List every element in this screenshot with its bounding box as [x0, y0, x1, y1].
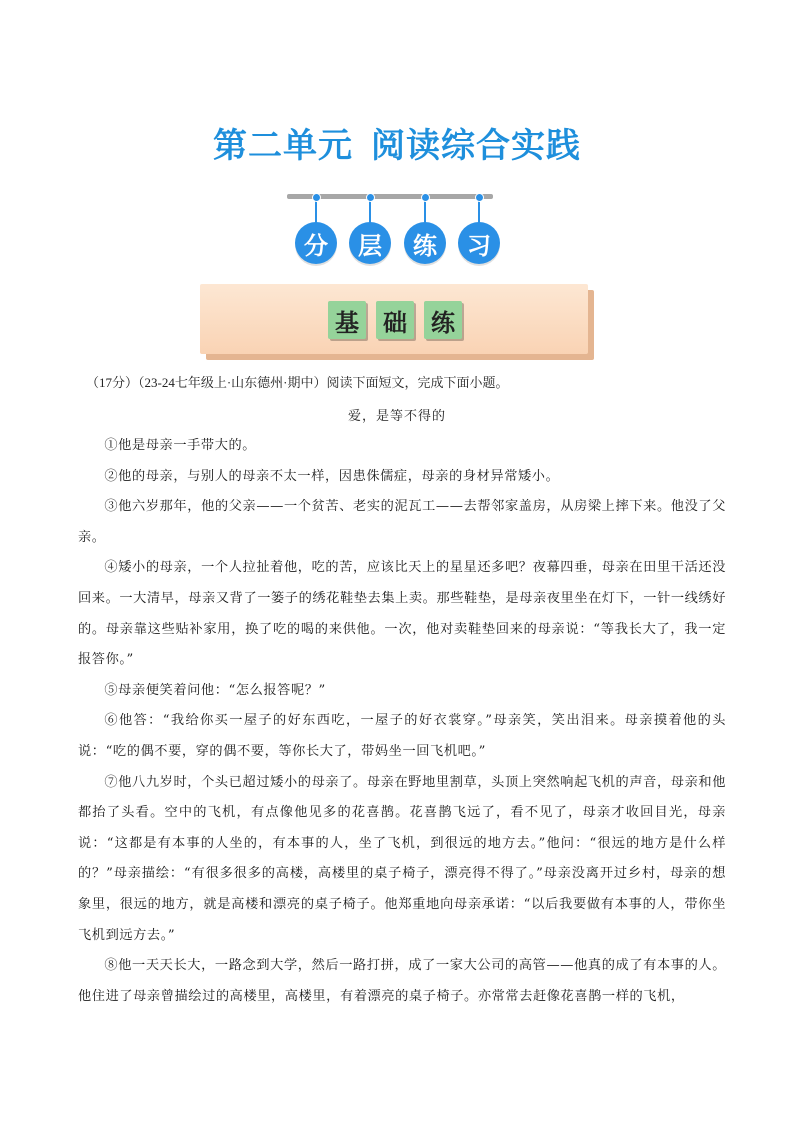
- tag-circle: 练: [404, 222, 446, 264]
- story-paragraph: ②他的母亲，与别人的母亲不太一样，因患侏儒症，母亲的身材异常矮小。: [104, 468, 560, 484]
- title-unit: 第二单元: [213, 126, 353, 166]
- title-topic: 阅读综合实践: [371, 126, 581, 166]
- story-paragraph: ⑧他一天天长大，一路念到大学，然后一路打拼，成了一家大公司的高管——他真的成了有本事的人。他住进了母亲曾描绘过的高楼里，高楼里，有着漂亮的桌子椅子。亦常常去赶像花喜鹊一样的飞机，: [78, 958, 726, 1004]
- tag-pin: [366, 193, 375, 202]
- question-intro: （17分）（23-24七年级上·山东德州·期中）阅读下面短文，完成下面小题。: [86, 375, 509, 390]
- section-banner: [200, 284, 594, 360]
- banner-tile: 基: [328, 301, 366, 339]
- page-title: [0, 118, 794, 167]
- story-title: 爱，是等不得的: [347, 409, 446, 424]
- story-paragraph: ⑥他答：“我给你买一屋子的好东西吃，一屋子的好衣裳穿。”母亲笑，笑出泪来。母亲摸着他的头说：“吃的偶不要，穿的偶不要，等你长大了，带妈坐一回飞机吧。”: [78, 713, 726, 759]
- tag-circle: 习: [458, 222, 500, 264]
- tag-pin: [475, 193, 484, 202]
- banner-tile: 练: [424, 301, 462, 339]
- tag-pin: [312, 193, 321, 202]
- tag-pin: [421, 193, 430, 202]
- story-body: [78, 431, 726, 1012]
- tag-circle: 层: [349, 222, 391, 264]
- story-paragraph: ⑤母亲便笑着问他：“怎么报答呢？”: [104, 682, 326, 698]
- banner-panel: [200, 284, 588, 354]
- banner-tile: 础: [376, 301, 414, 339]
- story-paragraph: ③他六岁那年，他的父亲——一个贫苦、老实的泥瓦工——去帮邻家盖房，从房梁上摔下来。他没了父亲。: [78, 499, 726, 545]
- story-paragraph: ④矮小的母亲，一个人拉扯着他，吃的苦，应该比天上的星星还多吧？夜幕四垂，母亲在田里干活还没回来。一大清早，母亲又背了一篓子的绣花鞋垫去集上卖。那些鞋垫，是母亲夜里坐在灯下，一针一线绣好的。母亲靠这些贴补家用，换了吃的喝的来供他。一次，他对卖鞋垫回来的母亲说：“等我长大了，我一定报答你。”: [78, 560, 727, 668]
- story-paragraph: ⑦他八九岁时，个头已超过矮小的母亲了。母亲在野地里割草，头顶上突然响起飞机的声音，母亲和他都抬了头看。空中的飞机，有点像他见多的花喜鹊。花喜鹊飞远了，看不见了，母亲才收回目光，母亲说：“这都是有本事的人坐的，有本事的人，坐了飞机，到很远的地方去。”他问：“很远的地方是什么样的？”母亲描绘：“有很多很多的高楼，高楼里的桌子椅子，漂亮得不得了。”母亲没离开过乡村，母亲的想象里，很远的地方，就是高楼和漂亮的桌子椅子。他郑重地向母亲承诺：“以后我要做有本事的人，带你坐飞机到远方去。”: [78, 774, 726, 943]
- tag-circle: 分: [295, 222, 337, 264]
- story-paragraph: ①他是母亲一手带大的。: [104, 438, 257, 453]
